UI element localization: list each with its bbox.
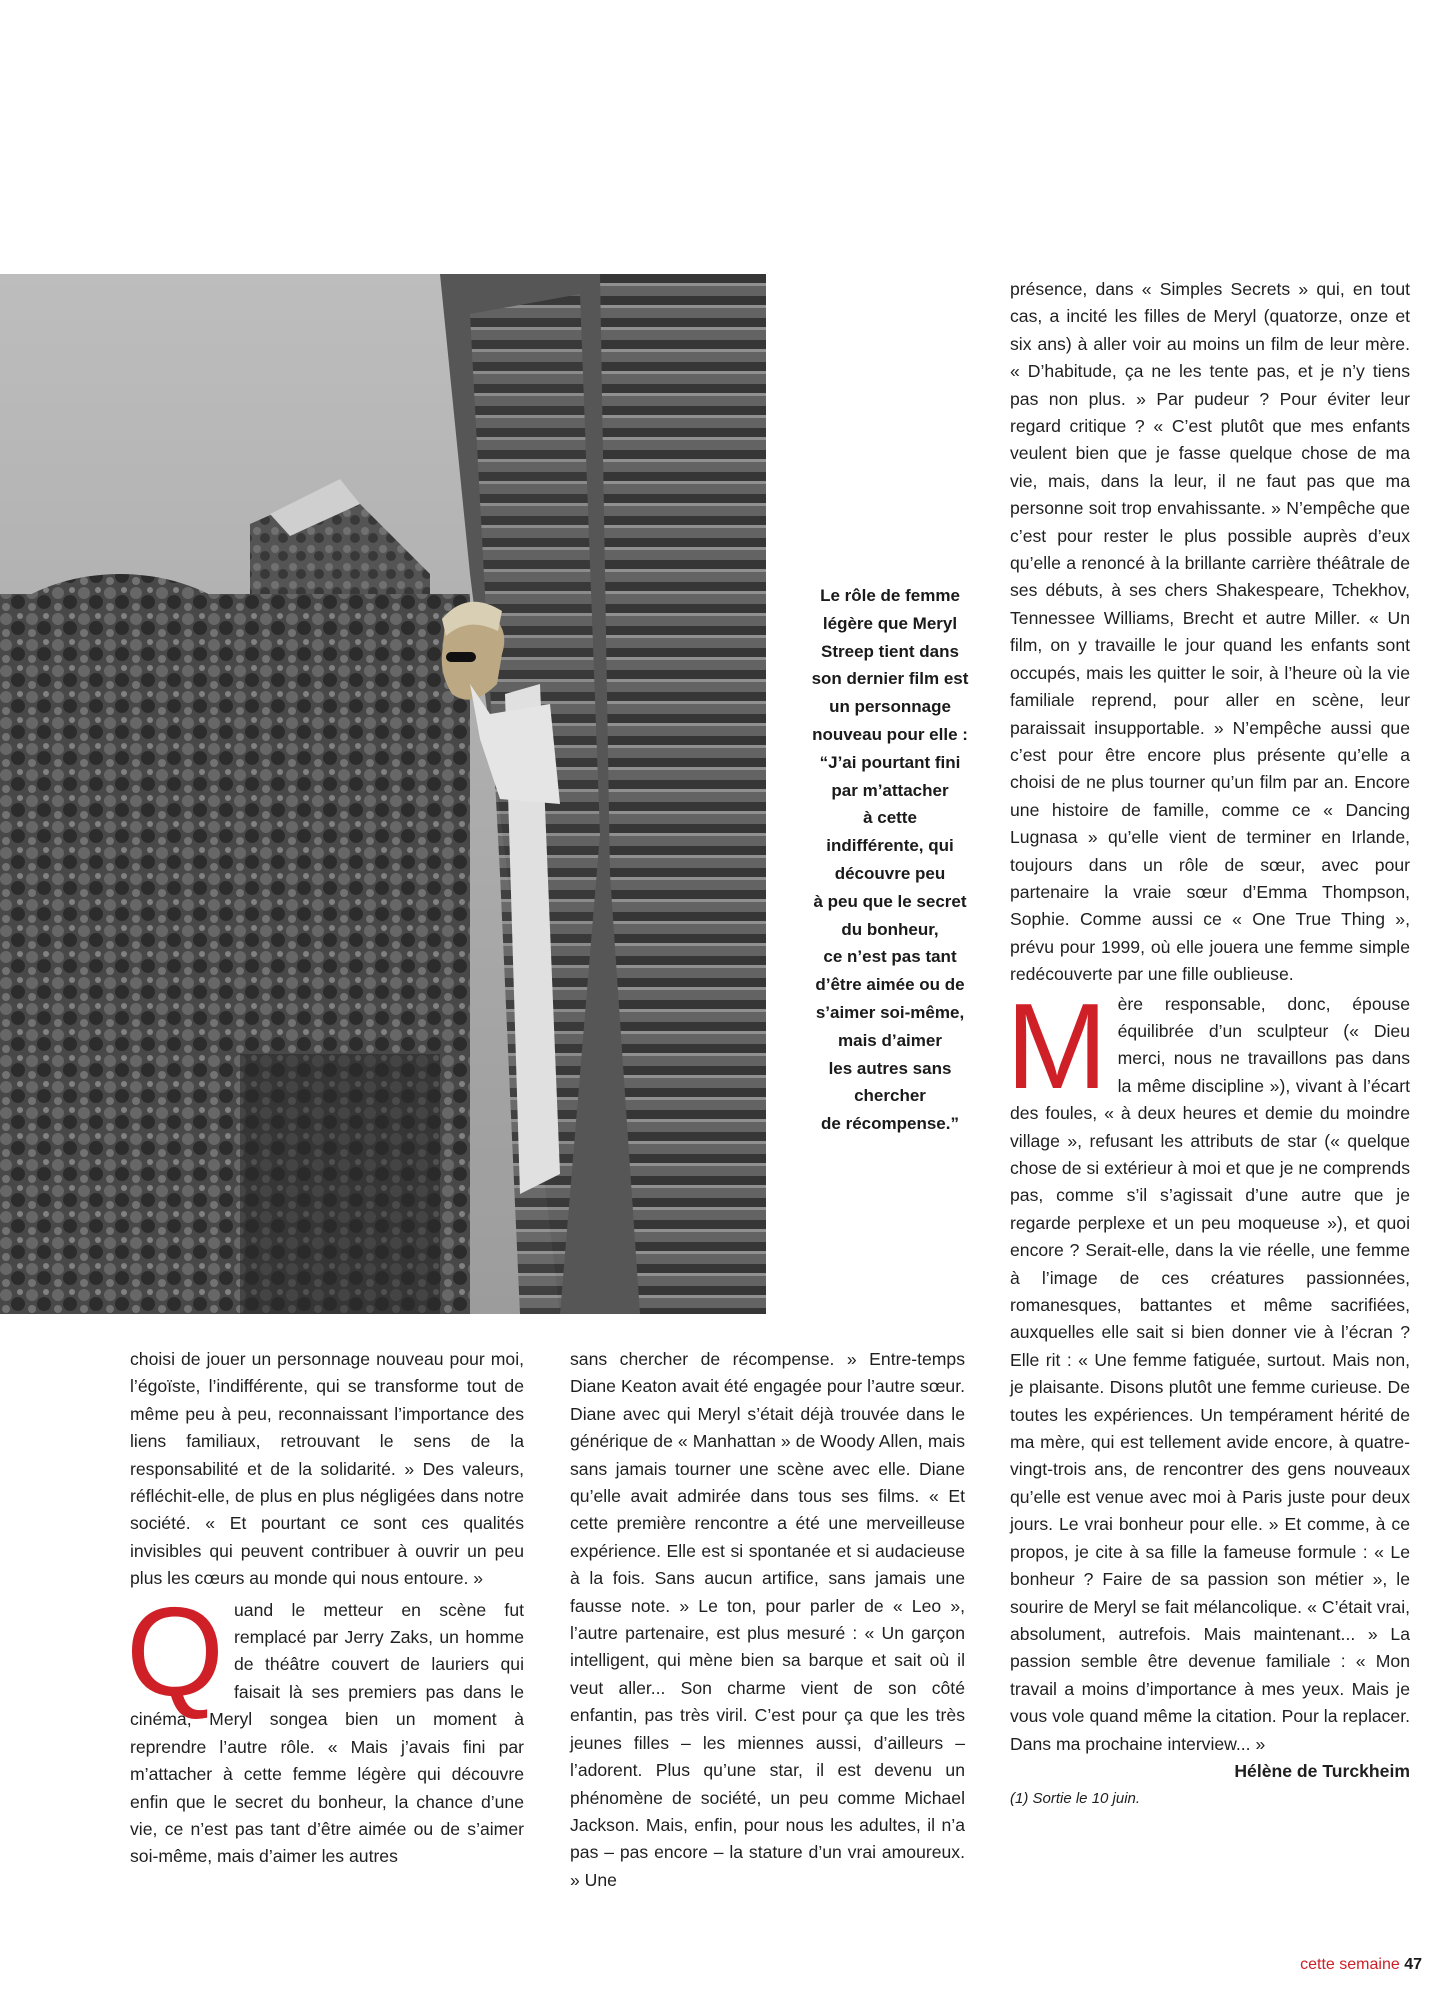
article-paragraph-text: ère responsable, donc, épouse équilibrée d’un sculpteur (« Dieu merci, nous ne travaillons pas dans la même discipline »), vivant à l’écart des foules, « à deux heures et demie du moindre village », refusant les attributs de star (« quelque chose de si extérieur à moi et que je ne comprends pas, comme s’il s’agissait d’une autre que je regarde perplexe et un peu moqueuse »), et quoi encore ? Serait-elle, dans la vie réelle, une femme à l’image de ces créatures passionnées, romanesques, battantes et même sacrifiées, auxquelles elle sait si bien donner vie à l’écran ? Elle rit : « Une femme fatiguée, surtout. Mais non, je plaisante. Disons plutôt une femme curieuse. De toutes les expériences. Un tempérament hérité de ma mère, qui est tellement avide encore, à quatre-vingt-trois ans, de rencontrer des gens nouveaux qu’elle est venue avec moi à Paris juste pour deux jours. Le vrai bonheur pour elle. » Et comme, à ce propos, je cite à sa fille la fameuse formule : « Le bonheur ? Faire de sa passion son métier », le sourire de Meryl se fait mélancolique. « C’était vrai, absolument, autrefois. Mais maintenant... » La passion semble être devenue familiale : « Mon travail a moins d’importance à mes yeux. Mais je vous vole quand même la citation. Pour la replacer. Dans ma prochaine interview... » (1010, 993, 1410, 1754)
author-signature: Hélène de Turckheim (1234, 1760, 1410, 1781)
article-paragraph: présence, dans « Simples Secrets » qui, en tout cas, a incité les filles de Meryl (quatorze, onze et six ans) à aller voir au moins un film de leur mère. « D’habitude, ça ne les tente pas, et je n’y tiens pas non plus. » Par pudeur ? Pour éviter leur regard critique ? « C’est plutôt que mes enfants veulent bien que je fasse quelque chose de ma vie, mais, dans la leur, il ne faut pas que ma personne soit trop envahissante. » N’empêche que c’est pour rester le plus possible auprès d’eux qu’elle a renoncé à la brillante carrière théâtrale de ses débuts, à ses chers Shakespeare, Tchekhov, Tennessee Williams, Brecht et autre Miller. « Un film, on y travaille le jour quand les enfants sont occupés, mais les quitter le soir, à l’heure où la vie familiale reprend, pour aller en scène, leur paraissait insupportable. » N’empêche aussi que c’est pour être encore plus présente qu’elle a choisi de ne plus tourner qu’un film par an. Encore une histoire de famille, comme ce « Dancing Lugnasa » qu’elle vient de terminer en Irlande, toujours dans un rôle de sœur, avec pour partenaire la vraie sœur d’Emma Thompson, Sophie. Comme aussi ce « One True Thing », prévu pour 1999, où elle jouera une femme simple redécouverte par une fille oublieuse. (1010, 279, 1410, 985)
article-column-right (1006, 276, 1410, 1813)
article-paragraph: choisi de jouer un personnage nouveau pour moi, l’égoïste, l’indifférente, qui se transforme tout de même peu à peu, reconnaissant l’importance des liens familiaux, retrouvant le sens de la responsabilité et de la solidarité. » Des valeurs, réfléchit-elle, de plus en plus négligées dans notre société. « Et pourtant ce sont ces qualités invisibles qui peuvent contribuer à ouvrir un peu plus les cœurs au monde qui nous entoure. » (130, 1349, 524, 1589)
article-paragraph (1006, 977, 1410, 1758)
article-paragraph: sans chercher de récompense. » Entre-temps Diane Keaton avait été engagée pour l’autre sœur. Diane avec qui Meryl s’était déjà trouvée dans le générique de « Manhattan » de Woody Allen, mais sans jamais tourner une scène avec elle. Diane qu’elle avait admirée dans tous ses films. « Et cette première rencontre a été une merveilleuse expérience. Elle est si spontanée et si audacieuse à la fois. Sans aucun artifice, sans jamais une fausse note. » Le ton, pour parler de « Leo », l’autre partenaire, est plus mesuré : « Un garçon intelligent, qui mène bien sa barque et sait où il veut aller... Son charme vient de son côté enfantin, pas très viril. C’est pour ça que les très jeunes filles – les miennes aussi, d’ailleurs – l’adorent. Plus qu’une star, il est devenu un phénomène de société, un peu comme Michael Jackson. Mais, enfin, pour nous les adultes, il n’a pas – pas encore – la stature d’un vrai amoureux. » Une (570, 1349, 965, 1890)
article-paragraph (126, 1580, 524, 1871)
page-number: 47 (1404, 1956, 1422, 1973)
drop-cap-q: Q (126, 1580, 225, 1722)
article-column-middle (570, 1346, 965, 1894)
footnote: (1) Sortie le 10 juin. (1010, 1790, 1141, 1808)
page-folio (1300, 1956, 1422, 1974)
photo-illustration (0, 274, 766, 1314)
article-paragraph-text: uand le metteur en scène fut remplacé par Jerry Zaks, un homme de théâtre couvert de lauriers qui faisait là ses premiers pas dans le cinéma, Meryl songea bien un moment à reprendre l’autre rôle. « Mais j’avais fini par m’attacher à cette femme légère qui découvre enfin que le secret du bonheur, la chance d’une vie, ce n’est pas tant d’être aimée ou de s’aimer soi-même, mais d’aimer les autres (130, 1599, 524, 1867)
drop-cap-m: M (1006, 977, 1108, 1114)
section-name: cette semaine (1300, 1956, 1400, 1973)
photo-meryl-streep-window (0, 274, 766, 1314)
article-column-left (126, 1346, 524, 1871)
photo-caption: Le rôle de femme légère que Meryl Streep tient dans son dernier film est un personnage nouveau pour elle : “J’ai pourtant fini par m’attacher à cette indifférente, qui découvre peu à peu que le secret du bonheur, ce n’est pas tant d’être aimée ou de s’aimer soi-même, mais d’aimer les autres sans chercher de récompense.” (811, 586, 969, 1134)
